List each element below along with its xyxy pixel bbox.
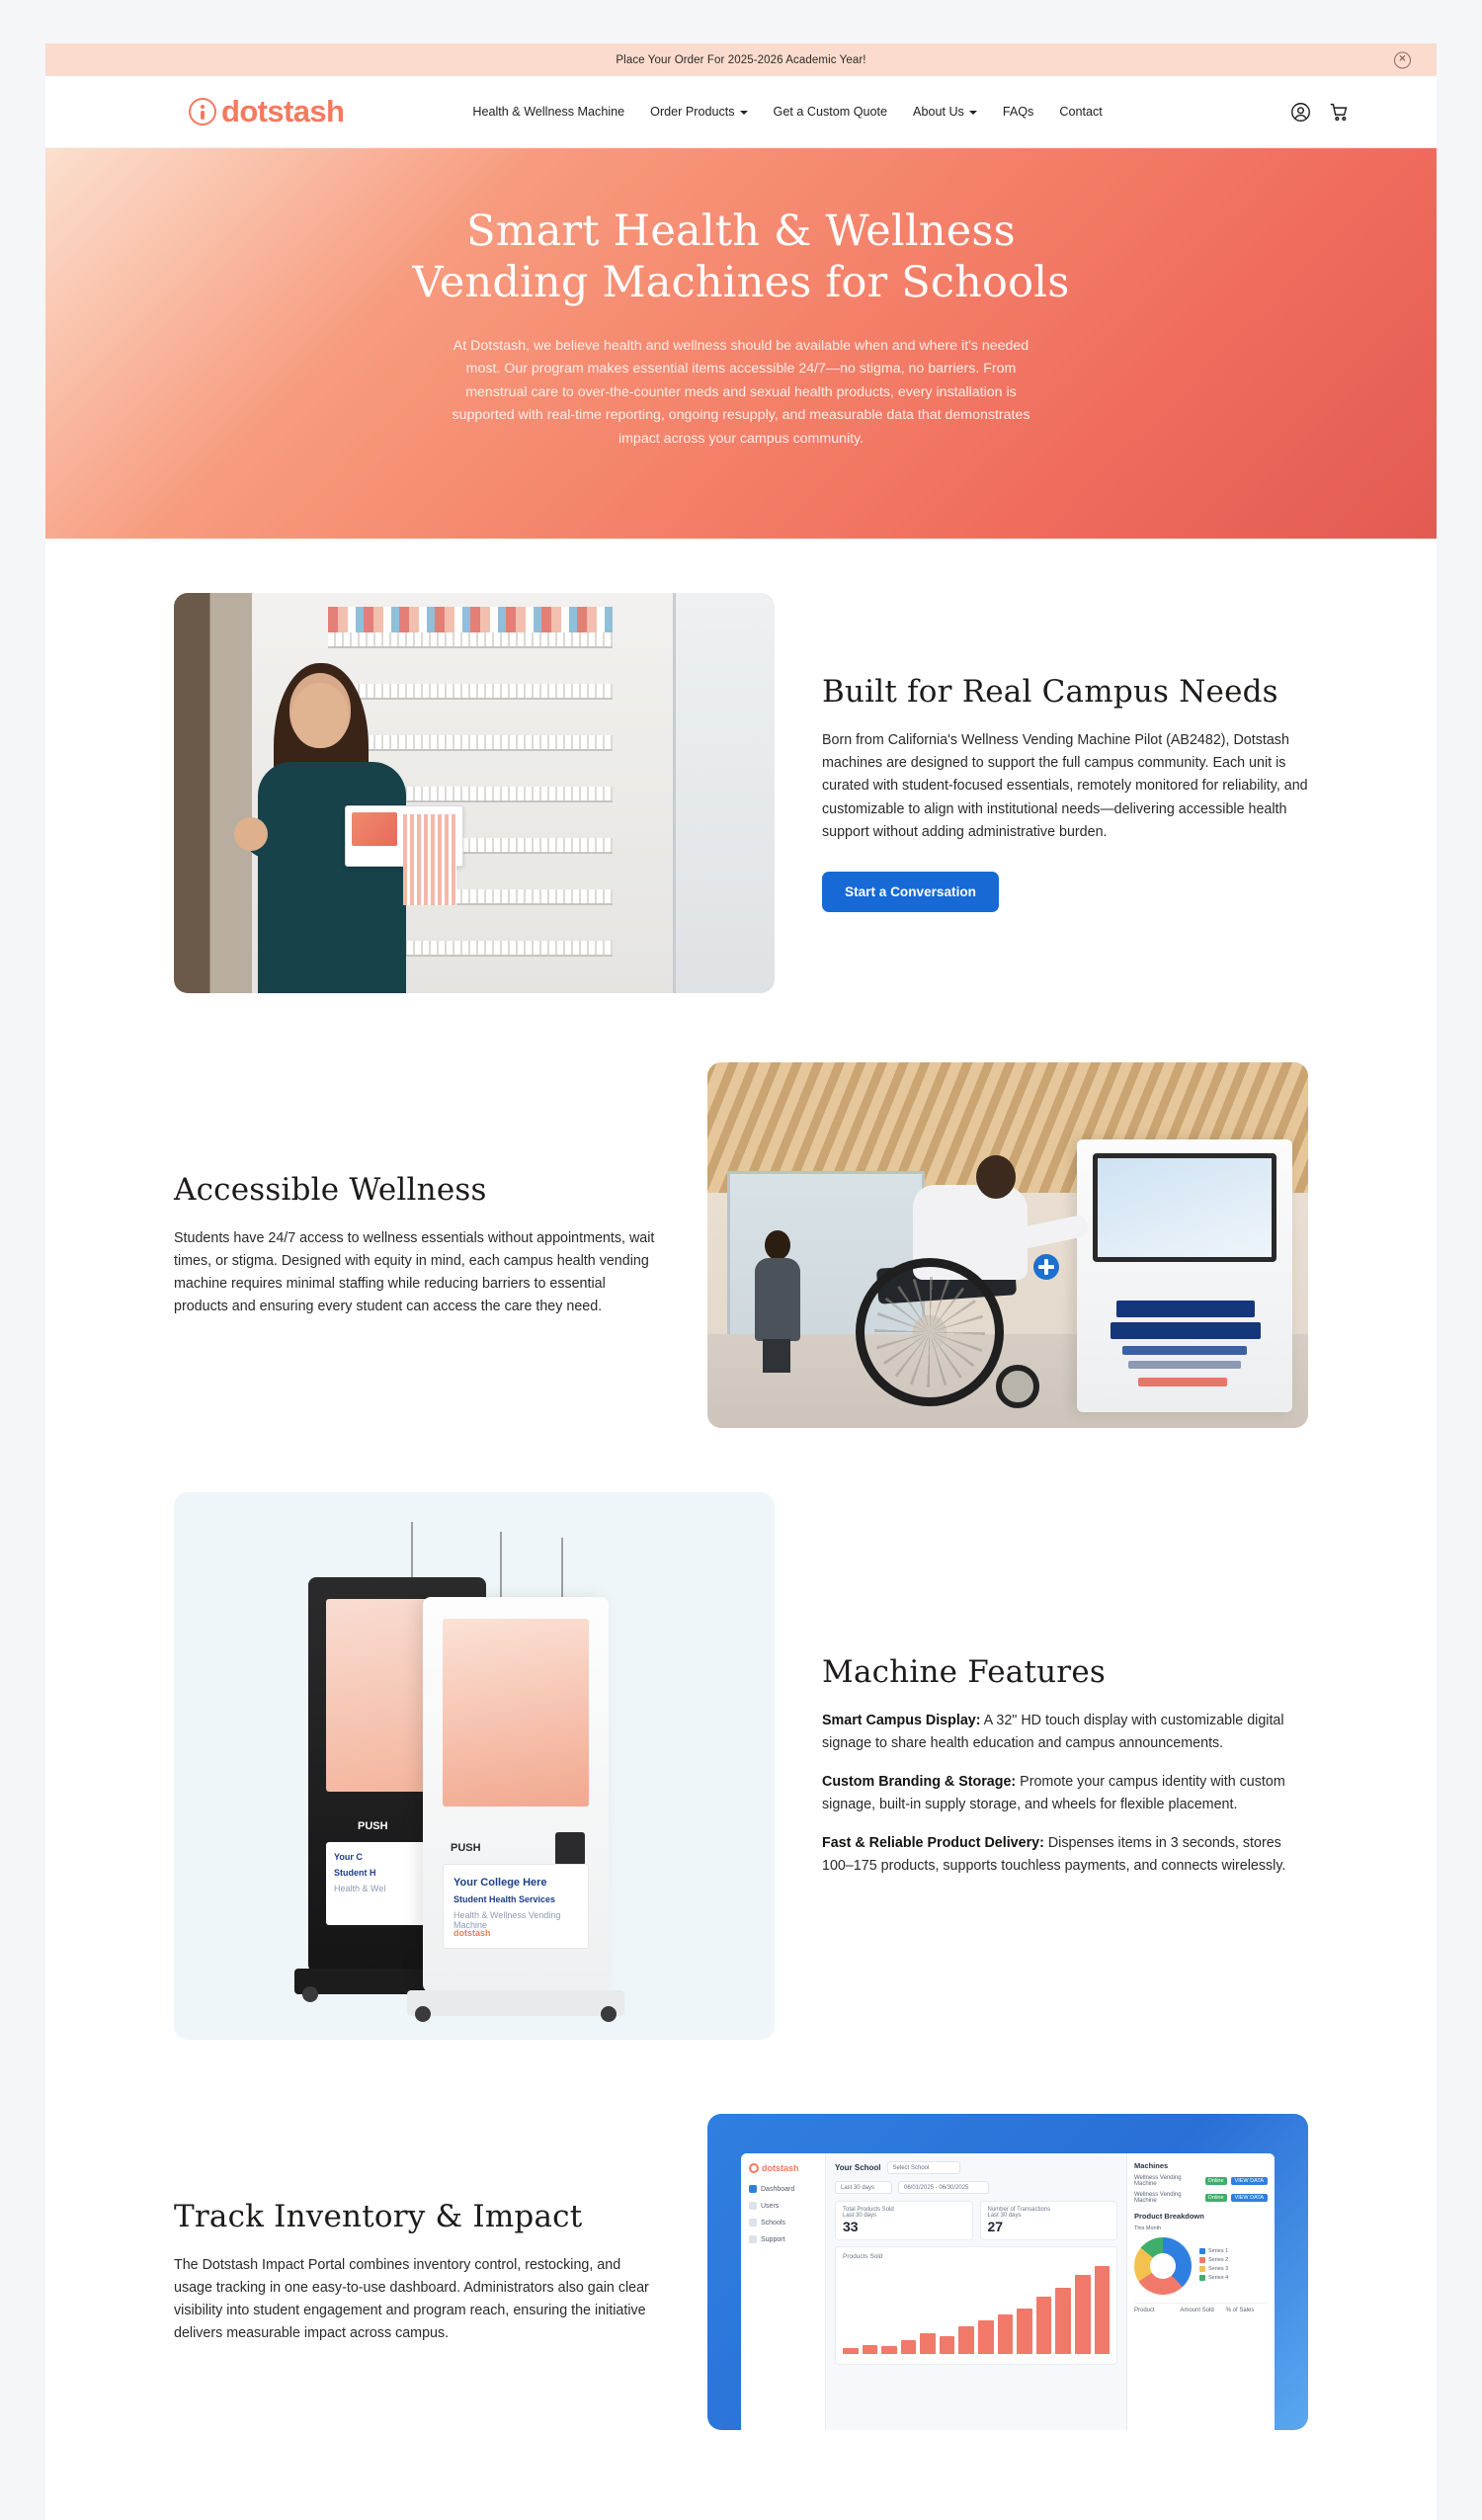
section-heading: Machine Features (822, 1653, 1106, 1690)
feature-smart-campus-display (822, 1710, 1308, 1755)
chevron-down-icon (969, 111, 977, 115)
chart-bar (1055, 2288, 1071, 2354)
date-range-preset-select[interactable]: Last 30 days (835, 2181, 892, 2194)
section-body: The Dotstash Impact Portal combines inventory control, restocking, and usage tracking in one easy-to-use dashboard. Administrators also gain clear visibility into student engagement and program reach, ensuring the initiative delivers measurable impact across campus. (174, 2256, 649, 2342)
view-data-button[interactable]: VIEW DATA (1231, 2194, 1268, 2202)
logo-text: dotstash (221, 94, 345, 128)
kpi-value: 33 (843, 2219, 859, 2234)
chart-bar (958, 2326, 974, 2354)
section-machine-features (45, 1458, 1437, 2074)
section-heading: Track Inventory & Impact (174, 2198, 583, 2234)
chart-bars (843, 2263, 1110, 2354)
dark-card-line-3: Health & Wel (334, 1884, 386, 1893)
machines-title: Machines (1134, 2161, 1169, 2170)
section-built-for-real-campus-needs (45, 539, 1437, 1033)
section-body: Students have 24/7 access to wellness essentials without appointments, wait times, or stigma. Designed with equity in mind, each campus health vending machine requires minimal staffing while reducing barriers to essential products and ensuring every student can access the care they need. (174, 1229, 655, 1315)
chart-bar (1036, 2297, 1052, 2354)
dashboard-main (826, 2153, 1126, 2430)
kpi-label: Number of Transactions (987, 2207, 1051, 2213)
light-card-line-2: Student Health Services (453, 1894, 556, 1904)
chart-bar (1095, 2266, 1111, 2354)
image-impact-portal-dashboard (707, 2114, 1308, 2430)
legend-item: Series 3 (1208, 2266, 1229, 2272)
copy-machine-features (822, 1654, 1308, 1879)
chart-bar (881, 2346, 897, 2354)
user-account-icon[interactable] (1290, 102, 1311, 123)
feature-title: Fast & Reliable Product Delivery: (822, 1835, 1044, 1852)
nav-label: Order Products (650, 105, 735, 119)
users-icon (749, 2202, 757, 2210)
legend-item: Series 4 (1208, 2275, 1229, 2281)
table-header: % of Sales (1225, 2308, 1255, 2313)
dashboard-mockup (741, 2153, 1275, 2430)
kpi-total-products-sold (835, 2201, 973, 2240)
section-heading: Built for Real Campus Needs (822, 674, 1278, 711)
grid-icon (749, 2185, 757, 2193)
nav-label: Dashboard (761, 2185, 795, 2193)
nav-label: Health & Wellness Machine (472, 105, 625, 119)
hero-title-line-2: Vending Machines for Schools (412, 258, 1070, 308)
light-card-line-3: Health & Wellness Vending Machine (453, 1910, 561, 1930)
nav-item-get-a-custom-quote[interactable] (774, 105, 888, 119)
chart-bar (1075, 2275, 1091, 2354)
nav-label: Schools (761, 2219, 785, 2226)
section-heading: Accessible Wellness (174, 1171, 487, 1208)
date-range-input[interactable]: 06/01/2025 - 06/30/2025 (898, 2181, 989, 2194)
nav-label: Get a Custom Quote (773, 105, 888, 119)
card-reader-icon (555, 1832, 585, 1866)
table-header: Amount Sold (1180, 2308, 1214, 2313)
nav-label: Support (761, 2235, 785, 2243)
header-actions (1290, 102, 1407, 123)
shopping-cart-icon[interactable] (1329, 102, 1350, 123)
feature-text: Promote your campus identity with custom signage, built-in supply storage, and wheels for flexible placement. (822, 1773, 1285, 1812)
nav-label: FAQs (1002, 105, 1034, 119)
dashboard-sidebar (741, 2153, 826, 2430)
close-icon[interactable]: ✕ (1394, 51, 1411, 68)
chart-title: Products Sold (843, 2253, 883, 2260)
dotstash-logo-icon (749, 2163, 759, 2173)
chart-bar (978, 2320, 994, 2354)
legend-item: Series 1 (1208, 2248, 1229, 2254)
site-content (45, 43, 1437, 2520)
feature-text: A 32" HD touch display with customizable digital signage to share health education and campus announcements. (822, 1712, 1284, 1751)
hero-title-line-1: Smart Health & Wellness (466, 207, 1016, 256)
dotstash-logo-icon (189, 98, 216, 126)
dashboard-nav-users[interactable] (749, 2202, 817, 2210)
nav-item-order-products[interactable] (650, 105, 747, 119)
product-breakdown-donut-chart (1134, 2237, 1192, 2295)
feature-title: Smart Campus Display: (822, 1712, 981, 1728)
table-header-row (1134, 2303, 1268, 2313)
hero-title (413, 206, 1070, 309)
chart-bar (901, 2340, 917, 2354)
products-sold-bar-chart (835, 2246, 1117, 2365)
section-track-inventory-impact (45, 2074, 1437, 2450)
hero-subtitle: At Dotstash, we believe health and wellness should be available when and where it's needed most. Our program makes essential items accessible 24/7—no stigma, no barriers. From menstrual care to over-the-counter meds and sexual health products, every installation is supported with real-time reporting, ongoing resupply, and measurable data that demonstrates impact across your campus community. (452, 337, 1030, 447)
machine-name: Wellness Vending Machine (1134, 2192, 1182, 2204)
image-student-wheelchair-machine (707, 1062, 1308, 1428)
view-data-button[interactable]: VIEW DATA (1231, 2177, 1268, 2185)
logo[interactable] (189, 94, 344, 129)
school-select[interactable]: Select School (887, 2161, 960, 2174)
feature-custom-branding-storage (822, 1771, 1308, 1816)
chart-bar (1017, 2309, 1032, 2354)
status-badge: Online (1205, 2177, 1227, 2185)
nav-label: About Us (913, 105, 964, 119)
kpi-sublabel: Last 30 days (843, 2213, 877, 2219)
nav-item-about-us[interactable] (913, 105, 977, 119)
support-icon (749, 2235, 757, 2243)
main-navigation (472, 105, 1102, 119)
dashboard-toolbar (835, 2161, 1117, 2174)
dashboard-logo (749, 2163, 817, 2173)
feature-text: Dispenses items in 3 seconds, stores 100–175 products, supports touchless payments, and connects wirelessly. (822, 1835, 1286, 1875)
announcement-bar (45, 43, 1437, 76)
chart-bar (843, 2348, 859, 2354)
chart-bar (998, 2314, 1014, 2354)
machine-row[interactable] (1134, 2192, 1268, 2204)
start-a-conversation-button[interactable]: Start a Conversation (822, 872, 999, 912)
donut-legend (1199, 2248, 1228, 2284)
copy-accessible-wellness (174, 1172, 660, 1319)
feature-fast-reliable-delivery (822, 1832, 1308, 1878)
accessibility-icon (1033, 1254, 1059, 1280)
site-header (45, 76, 1437, 148)
hero-banner (45, 148, 1437, 539)
nav-label: Users (761, 2202, 780, 2210)
chevron-down-icon (740, 111, 748, 115)
image-restocking-machine (174, 593, 775, 993)
dashboard-nav-dashboard[interactable] (749, 2185, 817, 2193)
legend-item: Series 2 (1208, 2257, 1229, 2263)
chart-bar (920, 2333, 936, 2354)
kpi-sublabel: Last 30 days (987, 2213, 1022, 2219)
announcement-text: Place Your Order For 2025-2026 Academic Year! (616, 53, 866, 66)
chart-bar (940, 2336, 955, 2354)
chart-bar (863, 2345, 878, 2354)
image-two-vending-machines (174, 1492, 775, 2040)
light-card-brand: dotstash (453, 1928, 491, 1938)
dashboard-right-panel (1126, 2153, 1275, 2430)
kpi-number-of-transactions (980, 2201, 1118, 2240)
dashboard-school-label: Your School (835, 2163, 881, 2172)
kpi-label: Total Products Sold (843, 2207, 894, 2213)
machine-row[interactable] (1134, 2175, 1268, 2187)
status-badge: Online (1205, 2194, 1227, 2202)
product-breakdown-subtitle: This Month (1134, 2226, 1162, 2231)
machine-name: Wellness Vending Machine (1134, 2175, 1182, 2187)
nav-item-contact[interactable] (1059, 105, 1102, 119)
dark-card-line-2: Student H (334, 1868, 376, 1878)
dark-card-line-1: Your C (334, 1852, 363, 1862)
light-card-line-1: Your College Here (453, 1877, 547, 1889)
dashboard-filters (835, 2181, 1117, 2194)
section-accessible-wellness (45, 1033, 1437, 1458)
nav-item-faqs[interactable] (1003, 105, 1034, 119)
copy-track-inventory-impact (174, 2199, 660, 2346)
nav-item-health-wellness-machine[interactable] (472, 105, 624, 119)
dashboard-nav-support[interactable] (749, 2235, 817, 2243)
product-breakdown-title: Product Breakdown (1134, 2212, 1204, 2221)
feature-title: Custom Branding & Storage: (822, 1773, 1017, 1790)
kpi-value: 27 (987, 2219, 1004, 2234)
table-header: Product (1134, 2308, 1155, 2313)
push-label-dark: PUSH (358, 1820, 388, 1832)
push-label-light: PUSH (451, 1842, 481, 1854)
nav-label: Contact (1059, 105, 1103, 119)
dashboard-brand: dotstash (762, 2163, 799, 2173)
school-icon (749, 2219, 757, 2226)
dashboard-nav-schools[interactable] (749, 2219, 817, 2226)
dashboard-kpis (835, 2201, 1117, 2240)
copy-built-for-real-campus-needs (822, 674, 1308, 912)
section-body: Born from California's Wellness Vending Machine Pilot (AB2482), Dotstash machines are designed to support the full campus community. Each unit is curated with student-focused essentials, remotely monitored for reliability, and customizable to align with institutional needs—delivering accessible health support without adding administrative burden. (822, 732, 1308, 840)
